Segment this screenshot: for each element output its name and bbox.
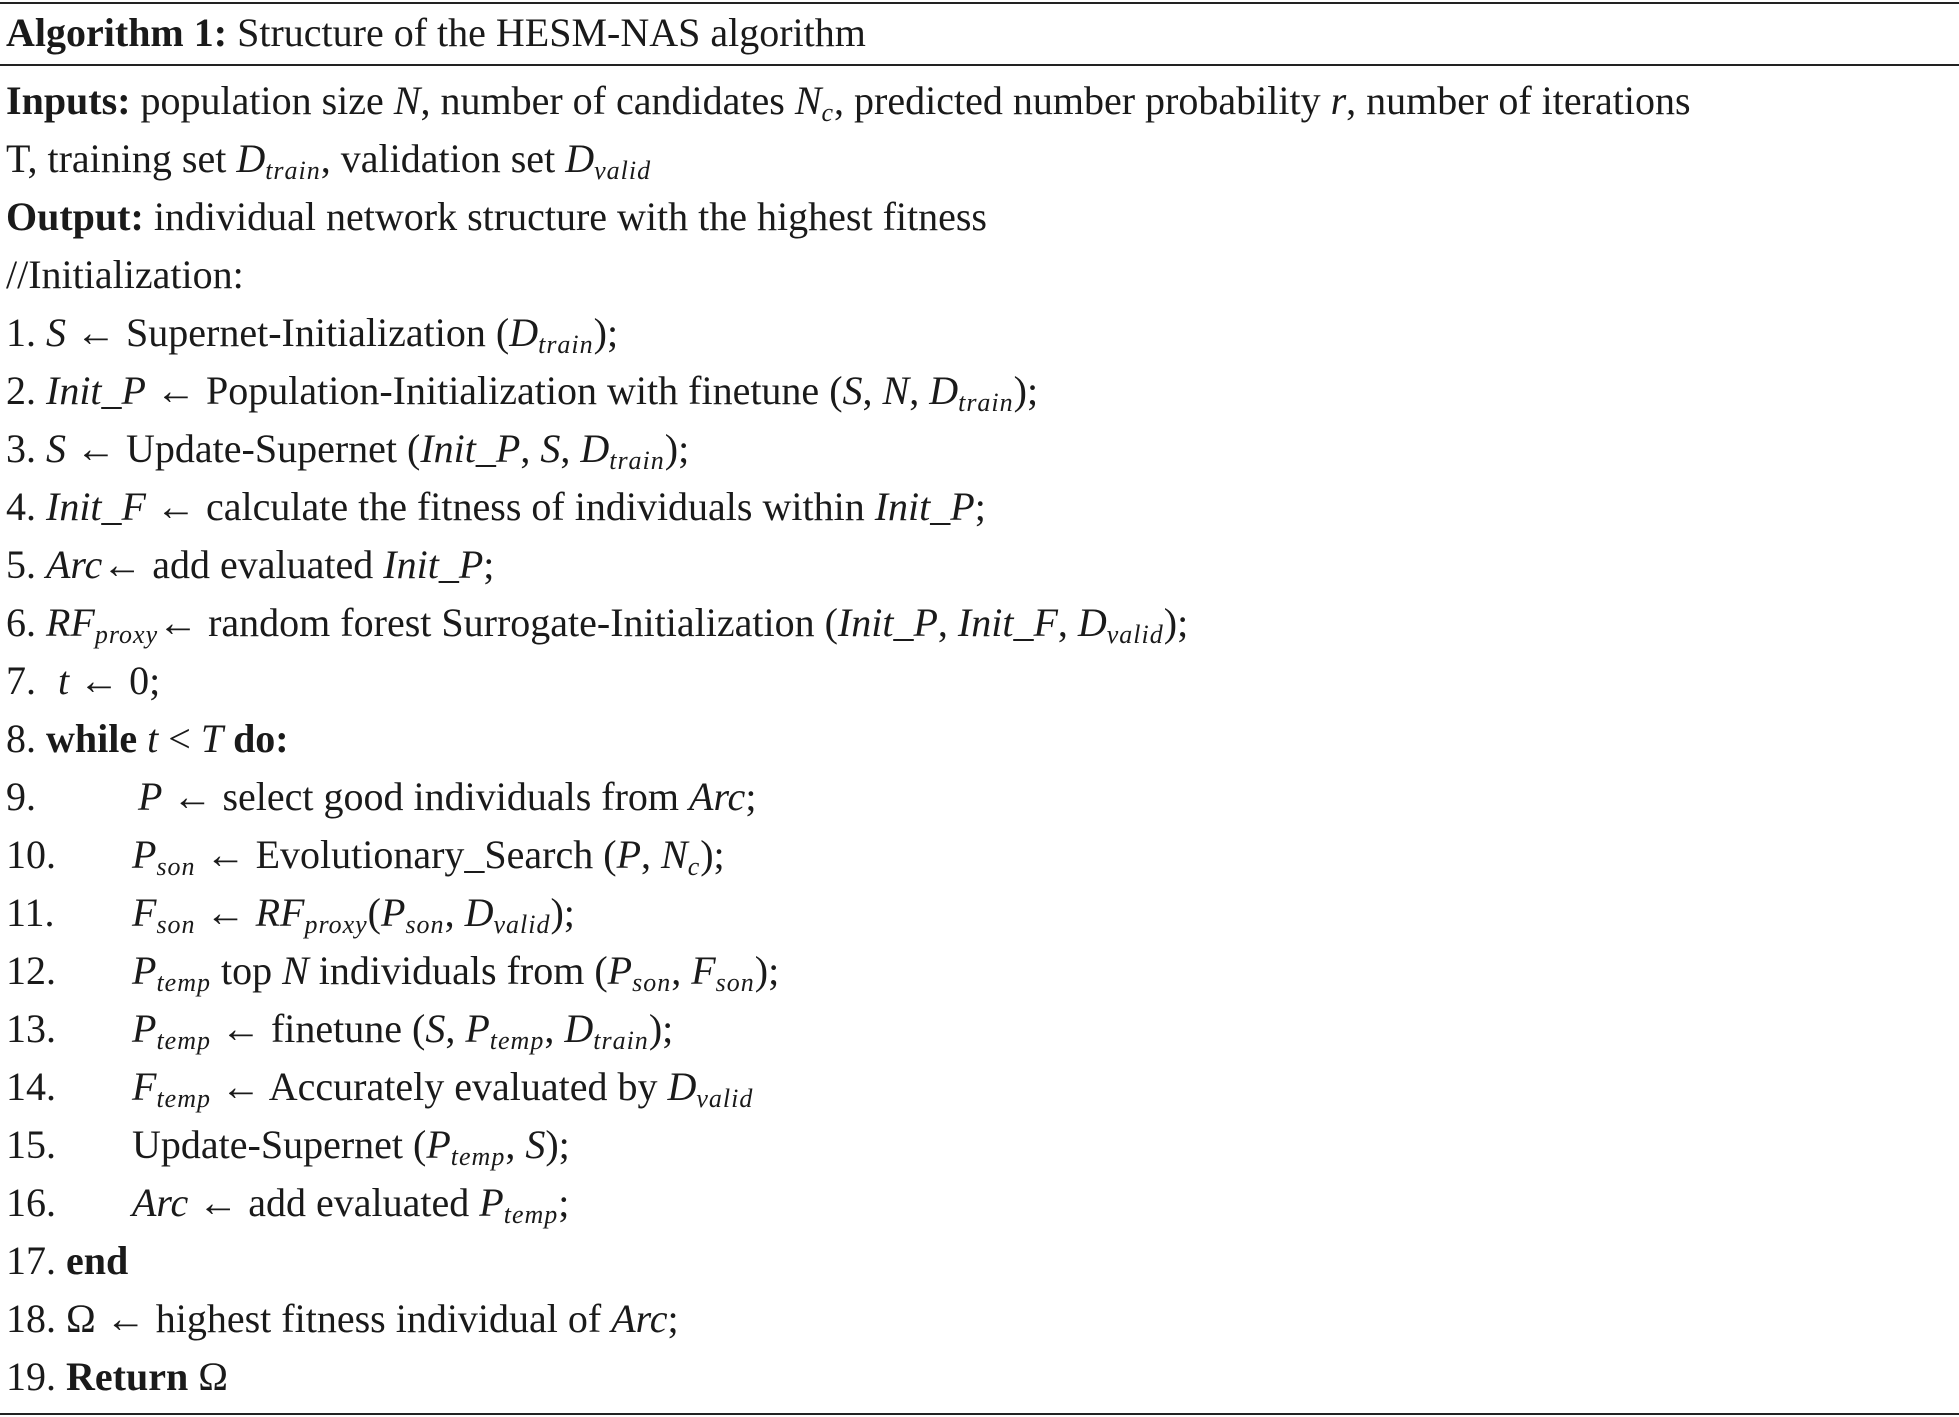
step-1 [6,304,1691,362]
var: Arc [132,1180,189,1225]
var: F [691,948,716,993]
step-text: Update-Supernet ( [132,1122,427,1167]
operator: < [158,716,201,761]
step-text: ← select good individuals from [162,774,690,819]
var: Init_F [46,484,146,529]
subscript: son [405,910,445,939]
step-text: ); [593,310,619,355]
subscript: valid [493,910,551,939]
sub-train: train [265,156,321,185]
var: P [616,832,641,877]
var: Init_P [46,368,146,413]
step-text: ; [667,1296,679,1341]
var: Init_P [874,484,975,529]
step-11 [6,884,1691,942]
var: Arc [46,542,103,587]
var: t [58,658,70,703]
var: D [564,1006,594,1051]
var: Arc [689,774,746,819]
step-number: 12. [6,948,56,993]
sep: , [909,368,930,413]
step-number: 15. [6,1122,56,1167]
sep: , [505,1122,526,1167]
var: P [132,832,157,877]
step-7 [6,652,1691,710]
step-text: ); [1163,600,1189,645]
sep: , [520,426,541,471]
step-5 [6,536,1691,594]
step-2 [6,362,1691,420]
step-text: ← Evolutionary_Search ( [195,832,617,877]
step-14 [6,1058,1691,1116]
step-number: 1. [6,310,46,355]
step-4 [6,478,1691,536]
sep: , [445,1006,466,1051]
var: S [46,426,66,471]
subscript: proxy [304,910,368,939]
step-text: ← calculate the fitness of individuals within [145,484,875,529]
step-number: 11. [6,890,55,935]
var: T [200,716,224,761]
step-number: 16. [6,1180,56,1225]
step-number: 3. [6,426,46,471]
algorithm-body [6,72,1691,1406]
var: D [667,1064,697,1109]
step-number: 8. [6,716,46,761]
step-text: top [210,948,283,993]
var: S [525,1122,546,1167]
caption-title: Structure of the HESM-NAS algorithm [227,10,866,55]
step-text: ← add evaluated [102,542,384,587]
step-number: 9. [6,774,36,819]
keyword-do: do: [233,716,289,761]
step-number: 18. [6,1296,66,1341]
var: S [425,1006,446,1051]
step-10 [6,826,1691,884]
sep: , [1057,600,1078,645]
step-text: ; [745,774,757,819]
subscript: temp [156,1026,211,1055]
step-text: ); [545,1122,570,1167]
var: D [1077,600,1107,645]
var: N [282,948,309,993]
inputs-text: , number of candidates [420,78,795,123]
var: P [426,1122,451,1167]
step-number: 4. [6,484,46,529]
output-label: Output: [6,194,144,239]
subscript: son [715,968,755,997]
top-rule [0,2,1959,4]
step-text: ← 0; [69,658,161,703]
step-text: individuals from ( [308,948,608,993]
step-text: ); [1013,368,1039,413]
step-text: ← Population-Initialization with finetune ( [145,368,843,413]
var: P [132,948,157,993]
step-text: ← add evaluated [188,1180,480,1225]
var: P [138,774,163,819]
inputs-line-1 [6,72,1691,130]
subscript: train [958,388,1014,417]
var: D [580,426,610,471]
step-text: ); [550,890,575,935]
step-13 [6,1000,1691,1058]
var: P [381,890,406,935]
step-number: 6. [6,600,46,645]
subscript: temp [489,1026,545,1055]
sep: , [544,1006,565,1051]
subscript: son [156,852,196,881]
algorithm-caption [6,6,866,60]
step-text: ); [664,426,690,471]
var: N [661,832,688,877]
var: S [842,368,863,413]
var-D: D [565,136,595,181]
var: Init_P [837,600,938,645]
sep: , [862,368,883,413]
step-text: ); [700,832,725,877]
var: D [464,890,494,935]
subscript: son [632,968,672,997]
subscript: valid [1106,620,1164,649]
step-number: 13. [6,1006,56,1051]
var: P [132,1006,157,1051]
var: P [465,1006,490,1051]
step-text: ← Accurately evaluated by [210,1064,668,1109]
step-text: Ω ← highest fitness individual of [66,1296,612,1341]
var-N: N [393,78,421,123]
step-text: ← finetune ( [210,1006,426,1051]
step-6 [6,594,1691,652]
sep: , [641,832,661,877]
var: Arc [611,1296,668,1341]
step-text: ); [648,1006,674,1051]
var: N [882,368,910,413]
var: RF [46,600,95,645]
var: D [509,310,539,355]
subscript: temp [503,1200,559,1229]
keyword-while: while [46,716,138,761]
sep: , [671,948,692,993]
subscript: temp [450,1142,506,1171]
inputs-line-2 [6,130,1691,188]
caption-label: Algorithm 1: [6,10,228,55]
var: P [479,1180,504,1225]
step-16 [6,1174,1691,1232]
var: S [540,426,561,471]
output-line [6,188,1691,246]
subscript: train [593,1026,649,1055]
inputs-text: , predicted number probability [834,78,1331,123]
step-number: 2. [6,368,46,413]
step-9 [6,768,1691,826]
inputs-text: , number of iterations [1346,78,1691,123]
step-17 [6,1232,1691,1290]
step-15 [6,1116,1691,1174]
step-19 [6,1348,1691,1406]
step-number: 10. [6,832,56,877]
step-text: ( [367,890,381,935]
var: Init_P [420,426,521,471]
var-D: D [236,136,266,181]
step-text: Ω [188,1354,228,1399]
var: Init_P [383,542,484,587]
step-number: 14. [6,1064,56,1109]
step-3 [6,420,1691,478]
var: t [147,716,159,761]
step-text: ; [483,542,495,587]
step-text: ← [195,890,256,935]
sub-valid: valid [594,156,652,185]
step-8 [6,710,1691,768]
subscript: son [156,910,196,939]
inputs-label: Inputs: [6,78,131,123]
inputs-text: T, training set [6,136,237,181]
step-text: ← Update-Supernet ( [66,426,421,471]
inputs-text: , validation set [320,136,566,181]
init-comment: //Initialization: [6,252,244,297]
subscript: c [687,852,701,881]
subscript: temp [156,968,211,997]
subscript: temp [156,1084,211,1113]
sub-c: c [821,98,835,127]
caption-rule [0,64,1959,66]
step-text: ← random forest Surrogate-Initialization ( [158,600,838,645]
subscript: train [538,330,594,359]
step-number: 19. [6,1354,66,1399]
keyword-end: end [66,1238,129,1283]
sep: , [560,426,581,471]
step-text: ← Supernet-Initialization ( [66,310,510,355]
step-text: ; [558,1180,570,1225]
step-text: ; [974,484,986,529]
inputs-text: population size [130,78,394,123]
sep: , [937,600,958,645]
var: D [929,368,959,413]
var: F [132,1064,157,1109]
step-number: 17. [6,1238,66,1283]
var: F [132,890,157,935]
step-18 [6,1290,1691,1348]
var-r: r [1330,78,1347,123]
var-Nc: N [794,78,822,123]
step-12 [6,942,1691,1000]
bottom-rule [0,1413,1959,1415]
var: RF [255,890,305,935]
step-text: ); [754,948,780,993]
var: P [607,948,633,993]
step-number: 5. [6,542,46,587]
sep: , [444,890,465,935]
subscript: proxy [94,620,159,649]
output-text: individual network structure with the highest fitness [143,194,987,239]
keyword-return: Return [66,1354,189,1399]
subscript: train [609,446,665,475]
var: Init_F [957,600,1058,645]
subscript: valid [696,1084,754,1113]
step-number: 7. [6,658,36,703]
var: S [46,310,66,355]
